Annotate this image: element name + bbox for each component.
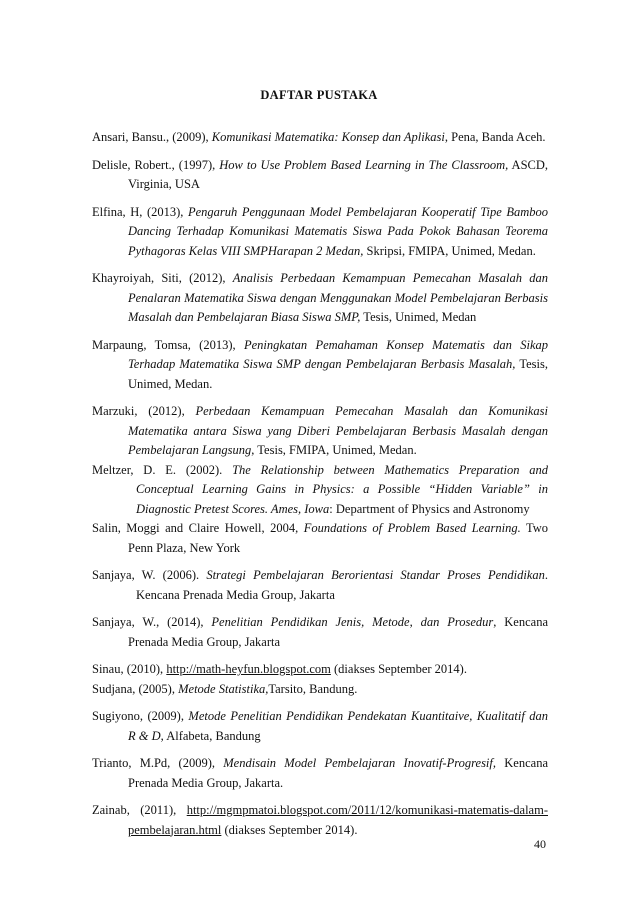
ref-authors: Zainab, (2011), bbox=[92, 803, 187, 817]
ref-link[interactable]: http://math-heyfun.blogspot.com bbox=[166, 662, 331, 676]
ref-title: Foundations of Problem Based Learning. bbox=[303, 521, 521, 535]
ref-authors: Salin, Moggi and Claire Howell, 2004, bbox=[92, 521, 304, 535]
ref-authors: Meltzer, D. E. (2002). bbox=[92, 462, 233, 477]
page-title: DAFTAR PUSTAKA bbox=[260, 88, 378, 102]
ref-authors: Sanjaya, W. (2006). bbox=[92, 568, 207, 582]
ref-publisher: ASCD, Virginia, USA bbox=[128, 157, 549, 191]
reference-entry bbox=[92, 402, 548, 461]
ref-title: Metode Penelitian Pendidikan Pendekatan Kuantitaive, Kualitatif dan R & D, bbox=[128, 709, 548, 743]
reference-entry bbox=[92, 660, 548, 680]
page-number: 40 bbox=[534, 837, 546, 851]
ref-title: Perbedaan Kemampuan Pemecahan Masalah dan Komunikasi Matematika antara Siswa yang Diberi Pembelajaran Berbasis Masalah dengan Pembelajaran Langsung bbox=[128, 404, 548, 457]
ref-publisher: (diakses September 2014). bbox=[330, 662, 467, 676]
reference-entry bbox=[92, 156, 548, 195]
ref-title: Komunikasi Matematika: Konsep dan Aplikasi bbox=[211, 130, 445, 144]
ref-title: Peningkatan Pemahaman Konsep Matematis dan Sikap Terhadap Matematika Siswa SMP dengan Pembelajaran Berbasis Masalah, bbox=[128, 337, 548, 371]
ref-authors: Sanjaya, W., (2014), bbox=[92, 615, 212, 629]
reference-entry bbox=[92, 128, 548, 148]
reference-entry bbox=[92, 336, 548, 395]
reference-entry bbox=[92, 754, 548, 793]
ref-publisher: Skripsi, FMIPA, Unimed, Medan. bbox=[363, 243, 536, 258]
reference-entry bbox=[92, 613, 548, 652]
ref-publisher: , Kencana Prenada Media Group, Jakarta bbox=[128, 615, 548, 649]
ref-title: The Relationship between Mathematics Preparation and Conceptual Learning Gains in Physics: a Possible “Hidden Variable” in Diagnostic Pretest Scores. Ames, Iowa bbox=[136, 462, 548, 516]
ref-authors: Marzuki, (2012), bbox=[92, 404, 196, 418]
ref-publisher: Tarsito, Bandung. bbox=[268, 681, 358, 696]
ref-authors: Sugiyono, (2009), bbox=[92, 709, 189, 723]
ref-authors: Khayroiyah, Siti, (2012), bbox=[92, 271, 233, 285]
ref-authors: Elfina, H, (2013), bbox=[92, 204, 188, 219]
reference-entry bbox=[92, 269, 548, 328]
ref-link[interactable]: http://mgmpmatoi.blogspot.com/2011/12/komunikasi-matematis-dalam-pembelajaran.html bbox=[128, 803, 548, 837]
ref-publisher: (diakses September 2014). bbox=[221, 822, 358, 837]
reference-list bbox=[92, 128, 548, 848]
ref-authors: Delisle, Robert., (1997), bbox=[92, 157, 220, 172]
ref-publisher: Alfabeta, Bandung bbox=[163, 728, 261, 743]
ref-title: Penelitian Pendidikan Jenis, Metode, dan Prosedur bbox=[211, 615, 494, 629]
ref-title: Analisis Perbedaan Kemampuan Pemecahan Masalah dan Penalaran Matematika Siswa dengan Menggunakan Model Pembelajaran Berbasis Masalah dan Pembelajaran Biasa Siswa SMP, bbox=[128, 271, 548, 324]
ref-publisher: : Department of Physics and Astronomy bbox=[329, 501, 530, 516]
reference-entry bbox=[92, 519, 548, 558]
reference-entry bbox=[92, 680, 548, 700]
ref-publisher: . Kencana Prenada Media Group, Jakarta bbox=[136, 568, 548, 602]
ref-title: Metode Statistika, bbox=[178, 681, 269, 696]
ref-authors: Ansari, Bansu., (2009), bbox=[92, 130, 212, 144]
ref-publisher: , Tesis, FMIPA, Unimed, Medan. bbox=[251, 443, 417, 457]
reference-entry bbox=[92, 707, 548, 746]
ref-title: Pengaruh Penggunaan Model Pembelajaran Kooperatif Tipe Bamboo Dancing Terhadap Komunikasi Matematis Siswa Pada Pokok Bahasan Teorema Pythagoras Kelas VIII SMPHarapan 2 Medan, bbox=[128, 204, 548, 258]
ref-publisher: , Pena, Banda Aceh. bbox=[444, 130, 546, 144]
reference-entry bbox=[92, 801, 548, 840]
ref-authors: Marpaung, Tomsa, (2013), bbox=[92, 337, 244, 352]
ref-title: Mendisain Model Pembelajaran Inovatif-Progresif, bbox=[223, 756, 497, 770]
ref-authors: Trianto, M.Pd, (2009), bbox=[92, 756, 224, 770]
ref-publisher: Tesis, Unimed, Medan bbox=[360, 310, 477, 324]
ref-authors: Sudjana, (2005), bbox=[92, 681, 179, 696]
ref-publisher: Kencana Prenada Media Group, Jakarta. bbox=[128, 756, 548, 790]
ref-publisher: Two Penn Plaza, New York bbox=[128, 521, 549, 555]
ref-title: Strategi Pembelajaran Berorientasi Standar Proses Pendidikan bbox=[206, 568, 545, 582]
ref-publisher: Tesis, Unimed, Medan. bbox=[128, 357, 548, 391]
reference-entry bbox=[92, 461, 548, 520]
reference-entry bbox=[92, 566, 548, 605]
ref-title: How to Use Problem Based Learning in The Classroom, bbox=[219, 157, 509, 172]
reference-entry bbox=[92, 203, 548, 262]
ref-authors: Sinau, (2010), bbox=[92, 662, 167, 676]
